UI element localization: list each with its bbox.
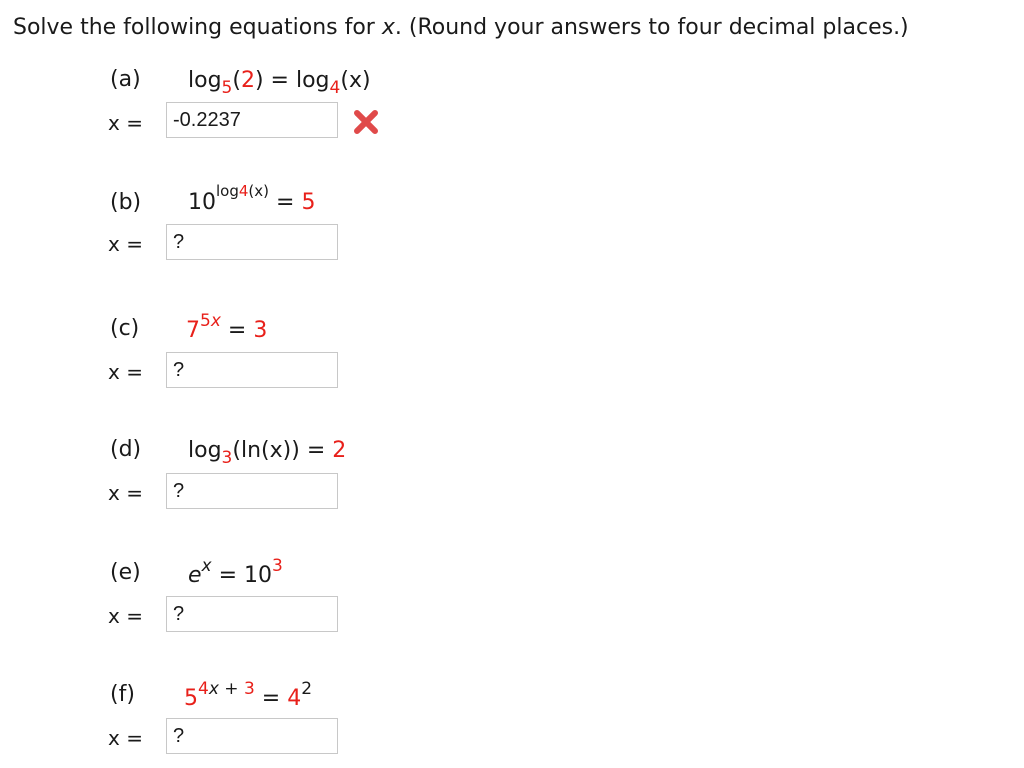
part-d-label: (d) bbox=[110, 437, 142, 462]
part-f-label: (f) bbox=[110, 682, 135, 707]
answer-prefix-c: x = bbox=[108, 360, 143, 384]
equation-b: $10^{log4(x)} = 5$ bbox=[188, 182, 316, 215]
equation-e: $e^x = 10^3$ bbox=[188, 556, 283, 588]
answer-input-e[interactable] bbox=[166, 596, 338, 632]
equation-f: $5^{4x + 3} = 4^2$ bbox=[184, 679, 313, 711]
answer-prefix-f: x = bbox=[108, 726, 143, 750]
equation-c: $7^{5x} = 3$ bbox=[186, 311, 268, 343]
instructions-text: Solve the following equations for bbox=[13, 15, 382, 40]
answer-prefix-a: x = bbox=[108, 111, 143, 135]
part-c-label: (c) bbox=[110, 316, 140, 341]
answer-prefix-d: x = bbox=[108, 481, 143, 505]
answer-prefix-b: x = bbox=[108, 232, 143, 256]
part-a-label: (a) bbox=[110, 67, 141, 92]
equation-a: $\log_5(2) = \log_4(x)$ bbox=[188, 68, 371, 98]
equation-d: $\log_3(\ln(x)) = 2$ bbox=[188, 438, 347, 468]
instructions-text-end: . (Round your answers to four decimal places.) bbox=[394, 15, 909, 40]
incorrect-x-icon bbox=[352, 108, 380, 136]
answer-input-f[interactable] bbox=[166, 718, 338, 754]
answer-input-a[interactable] bbox=[166, 102, 338, 138]
answer-input-b[interactable] bbox=[166, 224, 338, 260]
part-e-label: (e) bbox=[110, 560, 141, 585]
instructions bbox=[13, 15, 909, 40]
part-b-label: (b) bbox=[110, 190, 142, 215]
answer-input-c[interactable] bbox=[166, 352, 338, 388]
answer-input-d[interactable] bbox=[166, 473, 338, 509]
answer-prefix-e: x = bbox=[108, 604, 143, 628]
instructions-variable: x bbox=[381, 15, 395, 40]
